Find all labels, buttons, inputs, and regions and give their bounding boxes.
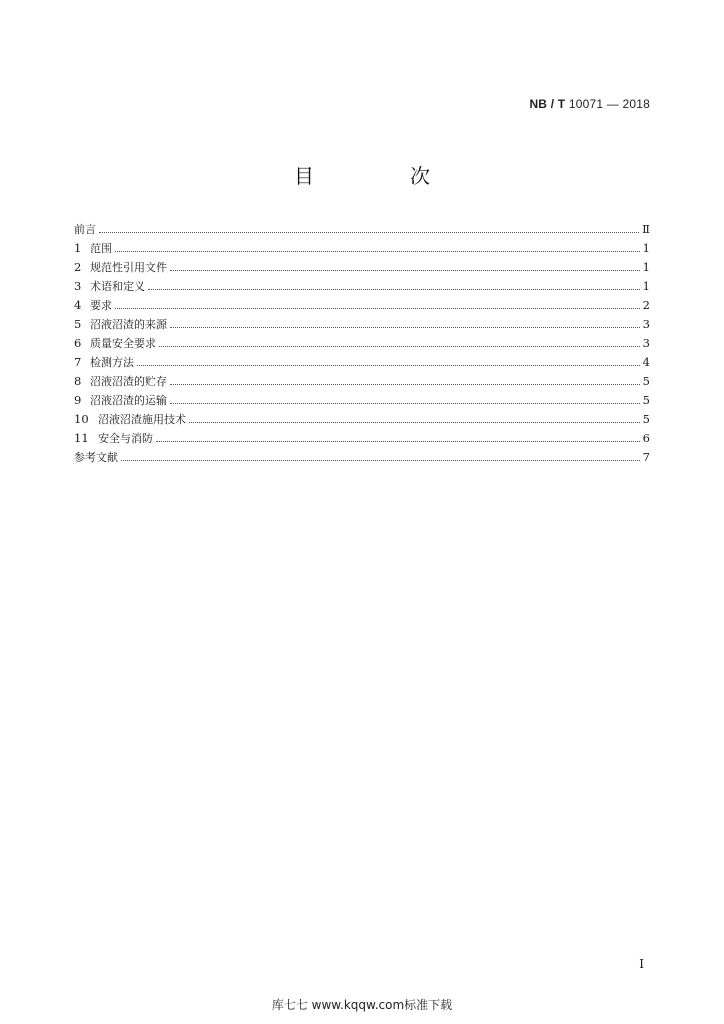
toc-item-references[interactable] xyxy=(74,448,650,467)
toc-item-2[interactable] xyxy=(74,258,650,277)
toc-item-11[interactable] xyxy=(74,429,650,448)
toc-item-label: 质量安全要求 xyxy=(90,337,156,350)
toc-item-page: 6 xyxy=(642,431,650,445)
page-number: I xyxy=(639,957,644,971)
toc-leader-dots xyxy=(156,440,640,442)
toc-item-foreword[interactable] xyxy=(74,220,650,239)
toc-item-number: 5 xyxy=(74,317,82,331)
toc-item-9[interactable] xyxy=(74,391,650,410)
standard-code xyxy=(529,97,650,111)
table-of-contents xyxy=(74,220,650,467)
toc-leader-dots xyxy=(115,250,640,252)
standard-prefix: NB / T xyxy=(529,97,566,111)
toc-item-number: 2 xyxy=(74,260,82,274)
toc-item-number: 7 xyxy=(74,355,82,369)
toc-item-label: 沼液沼渣的运输 xyxy=(90,394,167,407)
toc-leader-dots xyxy=(137,364,640,366)
toc-item-page: 5 xyxy=(642,393,650,407)
toc-item-label: 参考文献 xyxy=(74,451,118,464)
toc-item-page: Ⅱ xyxy=(642,222,650,236)
toc-item-number: 1 xyxy=(74,241,82,255)
toc-item-number: 9 xyxy=(74,393,82,407)
toc-item-number: 10 xyxy=(74,412,89,426)
page-title: 目 次 xyxy=(294,164,468,188)
toc-item-number: 11 xyxy=(74,431,89,445)
toc-item-page: 3 xyxy=(642,317,650,331)
toc-leader-dots xyxy=(170,269,640,271)
toc-item-4[interactable] xyxy=(74,296,650,315)
toc-item-page: 7 xyxy=(642,450,650,464)
toc-item-label: 规范性引用文件 xyxy=(90,261,167,274)
toc-leader-dots xyxy=(148,288,640,290)
toc-item-7[interactable] xyxy=(74,353,650,372)
toc-item-label: 范围 xyxy=(90,242,112,255)
toc-item-number: 6 xyxy=(74,336,82,350)
toc-item-label: 术语和定义 xyxy=(90,280,145,293)
toc-item-label: 检测方法 xyxy=(90,356,134,369)
toc-leader-dots xyxy=(121,459,640,461)
toc-item-number: 8 xyxy=(74,374,82,388)
toc-item-1[interactable] xyxy=(74,239,650,258)
toc-leader-dots xyxy=(115,307,640,309)
standard-number: 10071 — 2018 xyxy=(568,97,650,111)
toc-leader-dots xyxy=(189,421,640,423)
toc-item-10[interactable] xyxy=(74,410,650,429)
toc-item-page: 1 xyxy=(642,260,650,274)
toc-item-5[interactable] xyxy=(74,315,650,334)
toc-item-page: 5 xyxy=(642,412,650,426)
toc-leader-dots xyxy=(99,231,639,233)
toc-item-number: 4 xyxy=(74,298,82,312)
toc-item-label: 要求 xyxy=(90,299,112,312)
toc-leader-dots xyxy=(159,345,640,347)
toc-leader-dots xyxy=(170,326,640,328)
toc-item-page: 1 xyxy=(642,241,650,255)
footer-watermark: 库七七 www.kqqw.com标准下载 xyxy=(271,998,453,1012)
toc-item-number: 3 xyxy=(74,279,82,293)
toc-item-page: 2 xyxy=(642,298,650,312)
toc-leader-dots xyxy=(170,383,640,385)
toc-item-label: 沼液沼渣的来源 xyxy=(90,318,167,331)
toc-leader-dots xyxy=(170,402,640,404)
toc-item-8[interactable] xyxy=(74,372,650,391)
toc-item-page: 3 xyxy=(642,336,650,350)
toc-item-label: 前言 xyxy=(74,223,96,236)
toc-item-3[interactable] xyxy=(74,277,650,296)
toc-item-label: 沼液沼渣施用技术 xyxy=(98,413,186,426)
toc-item-label: 沼液沼渣的贮存 xyxy=(90,375,167,388)
toc-item-label: 安全与消防 xyxy=(98,432,153,445)
toc-item-6[interactable] xyxy=(74,334,650,353)
toc-item-page: 1 xyxy=(642,279,650,293)
toc-item-page: 5 xyxy=(642,374,650,388)
toc-item-page: 4 xyxy=(642,355,650,369)
